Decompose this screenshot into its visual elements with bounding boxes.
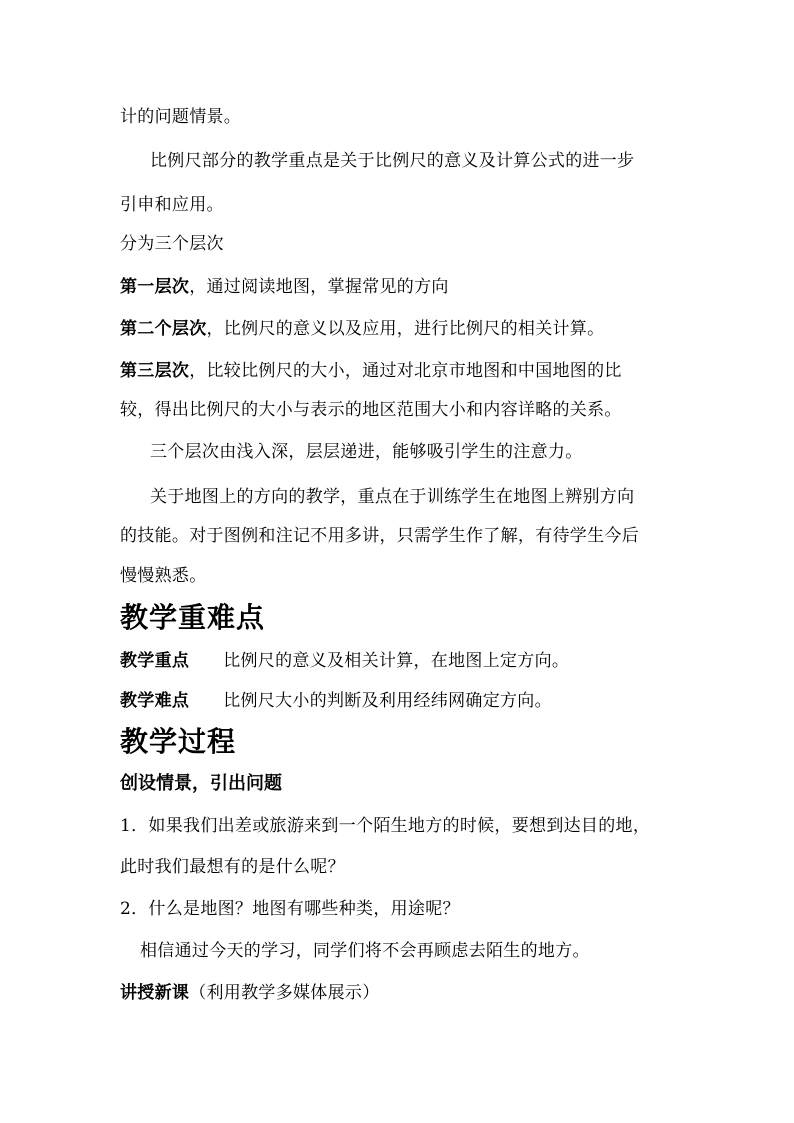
paragraph-line: 2．什么是地图？地图有哪些种类，用途呢？ — [120, 899, 460, 919]
level-text: ，比较比例尺的大小，通过对北京市地图和中国地图的比 — [189, 361, 622, 381]
paragraph-line: 相信通过今天的学习，同学们将不会再顾虑去陌生的地方。 — [140, 941, 590, 961]
difficult-point-label: 教学难点 — [120, 691, 190, 711]
difficult-point-text: 比例尺大小的判断及利用经纬网确定方向。 — [223, 691, 552, 711]
section-heading: 教学过程 — [120, 725, 237, 758]
level-label: 第一层次 — [120, 277, 190, 297]
paragraph-line: 引申和应用。 — [120, 195, 224, 215]
level-1-line — [120, 276, 680, 298]
level-3-line — [120, 360, 680, 382]
paragraph-line: 三个层次由浅入深，层层递进，能够吸引学生的注意力。 — [150, 442, 583, 462]
subsection-heading: 创设情景，引出问题 — [120, 773, 282, 794]
section-heading: 教学重难点 — [120, 601, 266, 634]
key-point-line — [120, 650, 680, 672]
level-label: 第二个层次 — [120, 319, 207, 339]
paragraph-line: 此时我们最想有的是什么呢？ — [120, 857, 345, 877]
paragraph-line: 慢慢熟悉。 — [120, 566, 207, 586]
new-lesson-label: 讲授新课 — [120, 983, 190, 1003]
paragraph-line: 比例尺部分的教学重点是关于比例尺的意义及计算公式的进一步 — [150, 151, 635, 171]
paragraph-line: 较，得出比例尺的大小与表示的地区范围大小和内容详略的关系。 — [120, 400, 622, 420]
level-label: 第三层次 — [120, 361, 190, 381]
level-text: ，通过阅读地图，掌握常见的方向 — [189, 277, 449, 297]
new-lesson-text: （利用教学多媒体展示） — [189, 983, 380, 1003]
paragraph-line: 分为三个层次 — [120, 234, 224, 254]
key-point-text: 比例尺的意义及相关计算，在地图上定方向。 — [223, 651, 570, 671]
key-point-label: 教学重点 — [120, 651, 190, 671]
paragraph-line: 1．如果我们出差或旅游来到一个陌生地方的时候，要想到达目的地， — [120, 816, 651, 836]
paragraph-line: 关于地图上的方向的教学，重点在于训练学生在地图上辨别方向 — [150, 487, 635, 507]
level-text: ，比例尺的意义以及应用，进行比例尺的相关计算。 — [206, 319, 605, 339]
paragraph-line: 的技能。对于图例和注记不用多讲，只需学生作了解，有待学生今后 — [120, 526, 639, 546]
new-lesson-line — [120, 982, 680, 1004]
paragraph-line: 计的问题情景。 — [120, 107, 242, 127]
difficult-point-line — [120, 690, 680, 712]
level-2-line — [120, 318, 680, 340]
